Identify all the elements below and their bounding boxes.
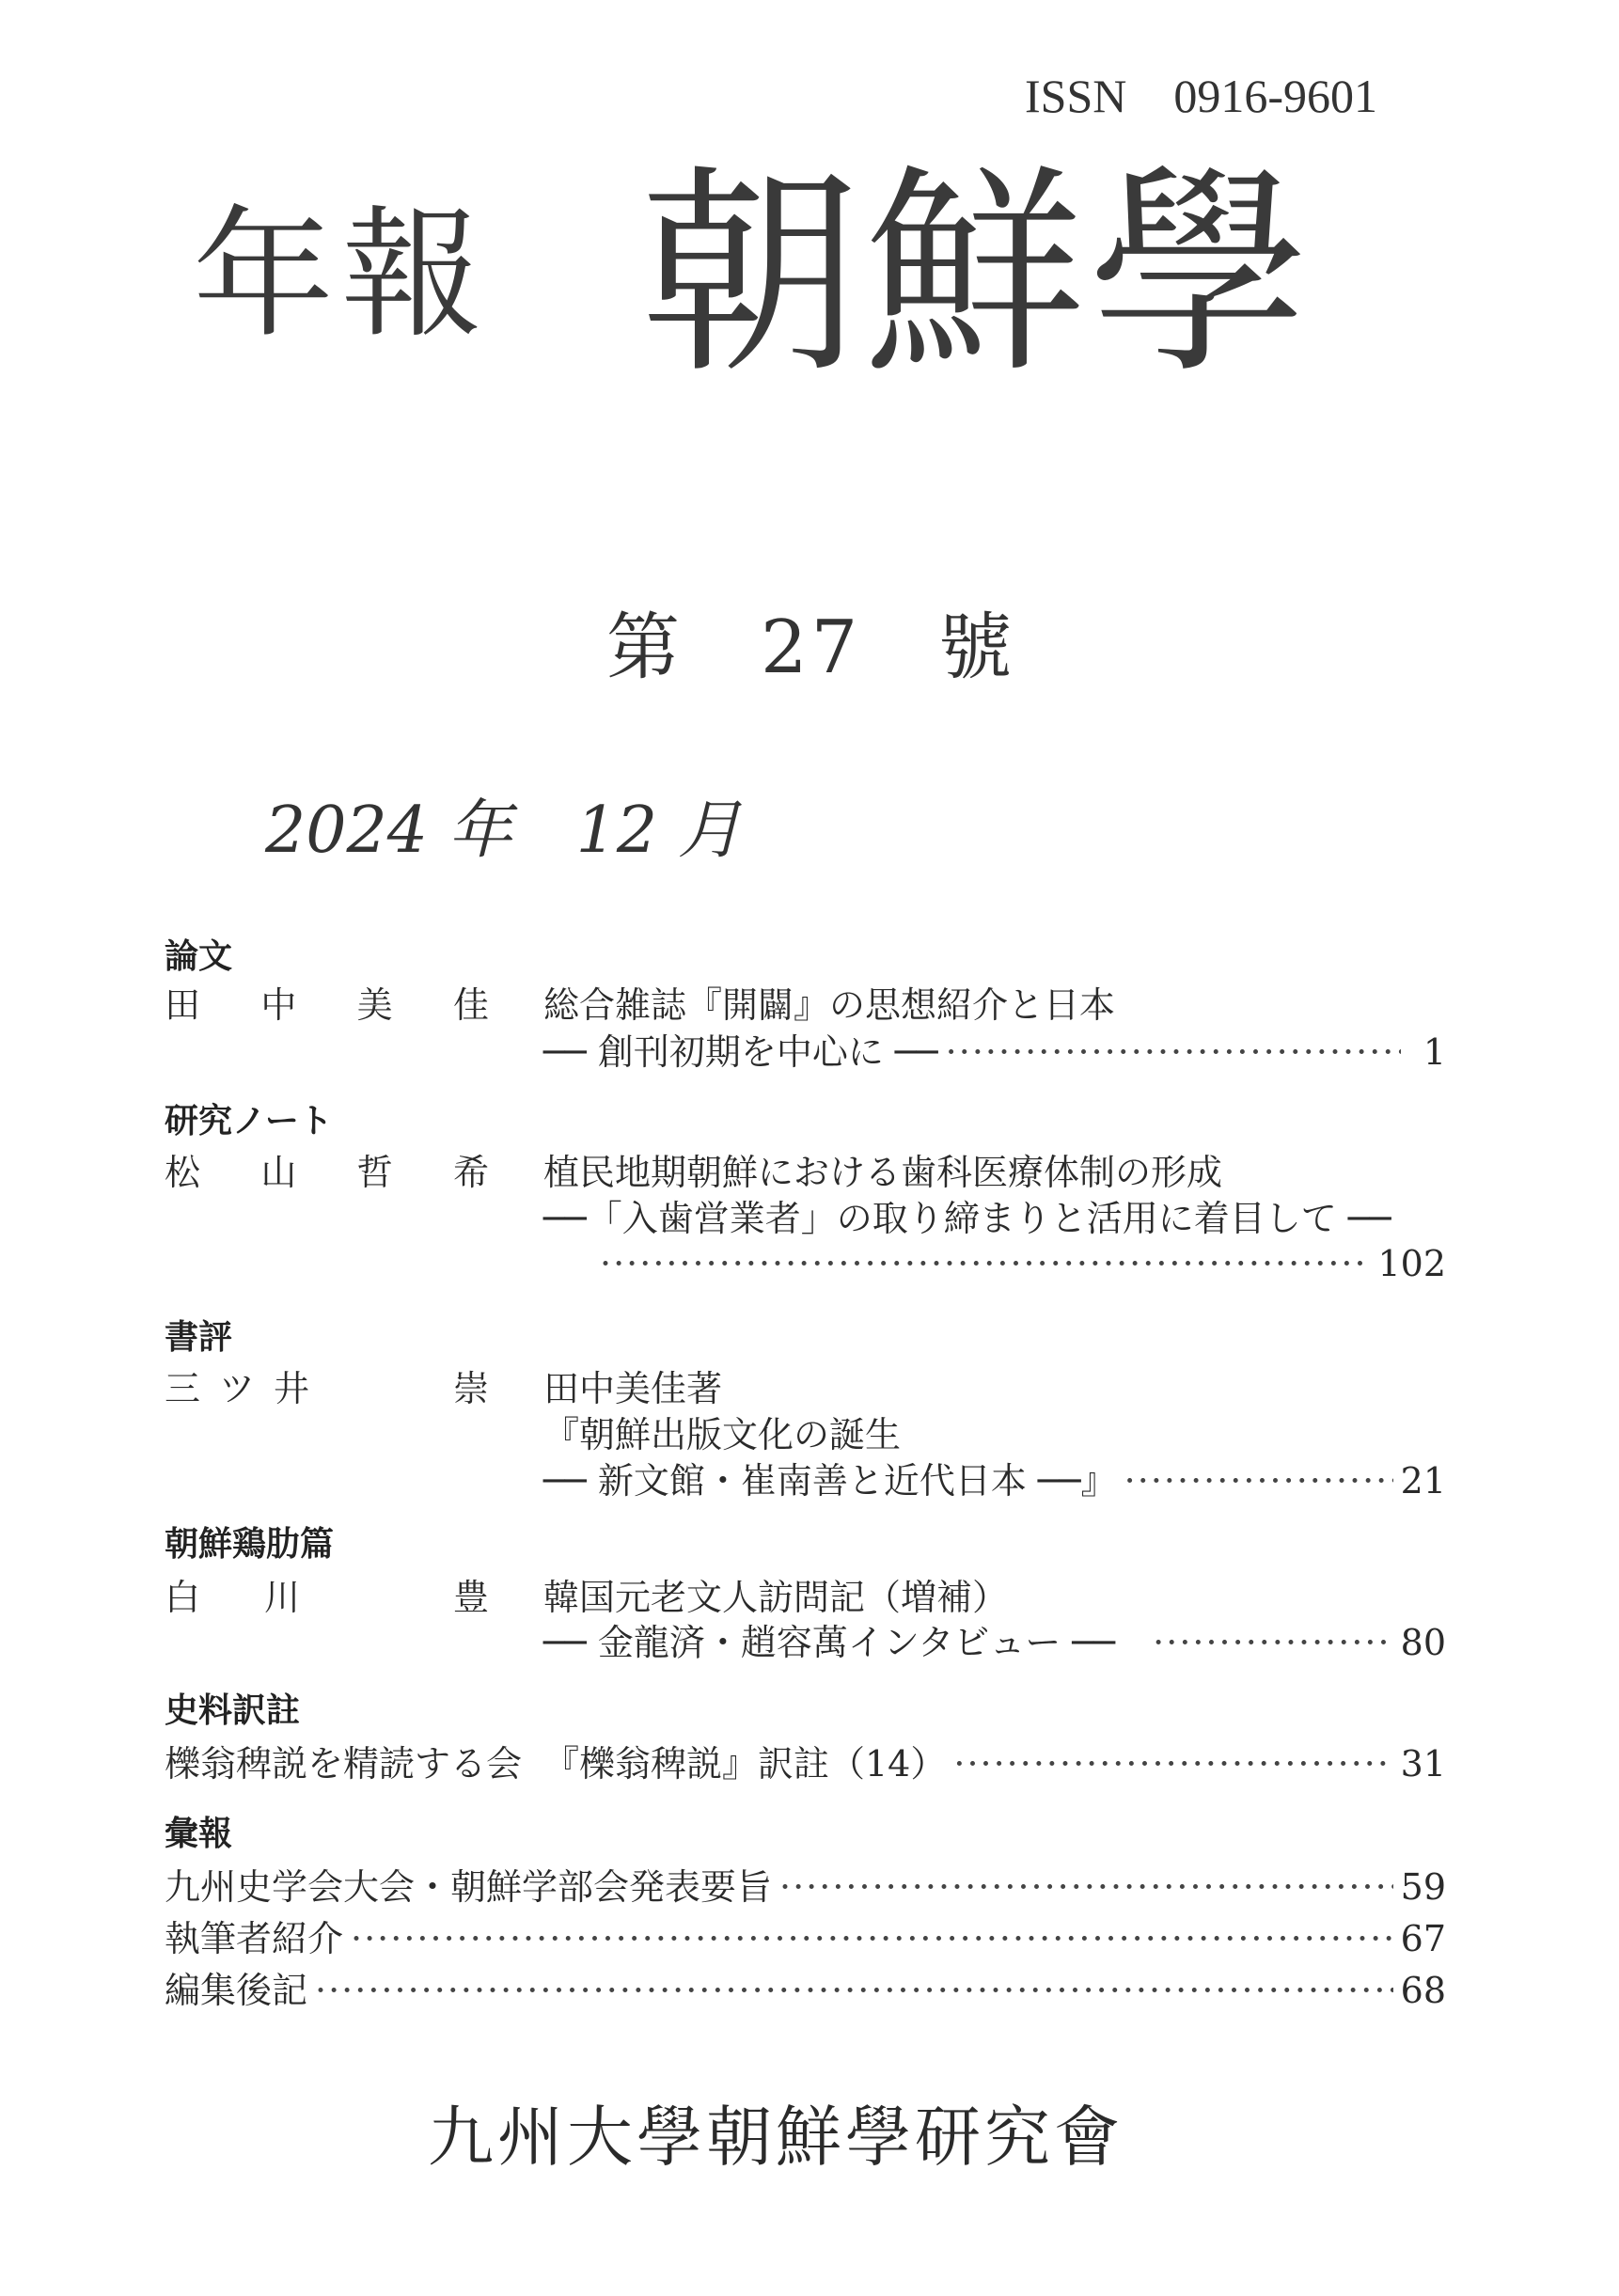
review-book-title: 『朝鮮出版文化の誕生 <box>543 1414 902 1455</box>
toc-row-keiroku[interactable] <box>543 1622 1446 1663</box>
article-title-shiryo: 『櫟翁稗説』訳註（14） <box>543 1743 947 1785</box>
article-subtitle-kenkyu: ──「入歯営業者」の取り締まりと活用に着目して ── <box>543 1198 1391 1239</box>
article-title-keiroku: 韓国元老文人訪問記（増補） <box>543 1577 1009 1618</box>
toc-row-shohyo[interactable] <box>543 1460 1446 1502</box>
author-char: 井 <box>274 1368 310 1409</box>
author-char: 佳 <box>452 984 489 1026</box>
leader-dots <box>1124 1463 1393 1499</box>
leader-dots <box>946 1034 1401 1070</box>
page-number-keiroku: 80 <box>1400 1622 1446 1663</box>
section-heading-kenkyu: 研究ノート <box>165 1102 333 1140</box>
article-title-ronbun: 総合雑誌『開闢』の思想紹介と日本 <box>543 984 1116 1026</box>
author-char: 田 <box>165 984 201 1026</box>
author-ronbun <box>165 984 489 1026</box>
leader-dots <box>351 1921 1393 1957</box>
author-keiroku <box>165 1577 489 1618</box>
leader-dots <box>779 1869 1393 1905</box>
toc-row-iho-1[interactable] <box>165 1866 1446 1908</box>
leader-dots <box>315 1973 1393 2008</box>
page-number-shohyo: 21 <box>1400 1460 1446 1502</box>
section-heading-iho: 彙報 <box>165 1815 233 1853</box>
issue-date: 2024 年 12 月 <box>265 794 742 868</box>
page-number-ronbun: 1 <box>1423 1031 1446 1073</box>
article-subtitle-keiroku: ── 金龍済・趙容萬インタビュー ── <box>543 1622 1116 1663</box>
section-heading-shiryo: 史料訳註 <box>165 1691 301 1730</box>
page-number-kenkyu: 102 <box>1377 1243 1446 1284</box>
journal-title: 朝鮮學 <box>639 147 1313 403</box>
leader-dots <box>953 1746 1392 1782</box>
iho-item-page: 67 <box>1400 1918 1446 1959</box>
iho-item-label: 執筆者紹介 <box>165 1918 344 1959</box>
page-number-shiryo: 31 <box>1400 1743 1446 1785</box>
toc-row-kenkyu[interactable] <box>543 1243 1446 1284</box>
review-author-line: 田中美佳著 <box>543 1368 723 1409</box>
toc-row-ronbun[interactable] <box>543 1031 1446 1073</box>
toc-row-shiryo[interactable] <box>543 1743 1446 1785</box>
iho-item-page: 59 <box>1400 1866 1446 1908</box>
author-char: 崇 <box>452 1368 489 1409</box>
author-char: 希 <box>452 1152 489 1193</box>
toc-row-iho-2[interactable] <box>165 1918 1446 1959</box>
author-char: 山 <box>260 1152 297 1193</box>
section-heading-keiroku: 朝鮮鶏肋篇 <box>165 1525 335 1564</box>
toc-row-iho-3[interactable] <box>165 1970 1446 2011</box>
issue-number: 第 27 號 <box>606 605 1016 690</box>
iho-item-label: 編集後記 <box>165 1970 308 2011</box>
section-heading-shohyo: 書評 <box>165 1318 233 1357</box>
title-prefix: 年報 <box>193 194 491 357</box>
issn: ISSN 0916-9601 <box>1025 70 1378 122</box>
iho-item-label: 九州史学会大会・朝鮮学部会発表要旨 <box>165 1866 773 1908</box>
author-char: 川 <box>264 1577 301 1618</box>
author-char: 美 <box>356 984 393 1026</box>
author-kenkyu <box>165 1152 489 1193</box>
review-book-subtitle: ── 新文館・崔南善と近代日本 ──』 <box>543 1460 1117 1502</box>
author-char: 中 <box>260 984 297 1026</box>
author-char: 哲 <box>356 1152 393 1193</box>
author-shiryo: 櫟翁稗説を精読する会 <box>165 1743 523 1785</box>
section-heading-ronbun: 論文 <box>165 937 233 976</box>
leader-dots <box>1153 1625 1392 1660</box>
author-shohyo <box>165 1368 489 1409</box>
leader-dots <box>600 1246 1370 1282</box>
author-char: 豊 <box>452 1577 489 1618</box>
author-char: 松 <box>165 1152 201 1193</box>
author-char: ツ <box>219 1368 256 1409</box>
author-char: 白 <box>165 1577 201 1618</box>
iho-item-page: 68 <box>1400 1970 1446 2011</box>
article-subtitle-ronbun: ── 創刊初期を中心に ── <box>543 1031 938 1073</box>
publisher: 九州大學朝鮮學研究會 <box>428 2099 1124 2176</box>
article-title-kenkyu: 植民地期朝鮮における歯科医療体制の形成 <box>543 1152 1223 1193</box>
author-char: 三 <box>165 1368 201 1409</box>
